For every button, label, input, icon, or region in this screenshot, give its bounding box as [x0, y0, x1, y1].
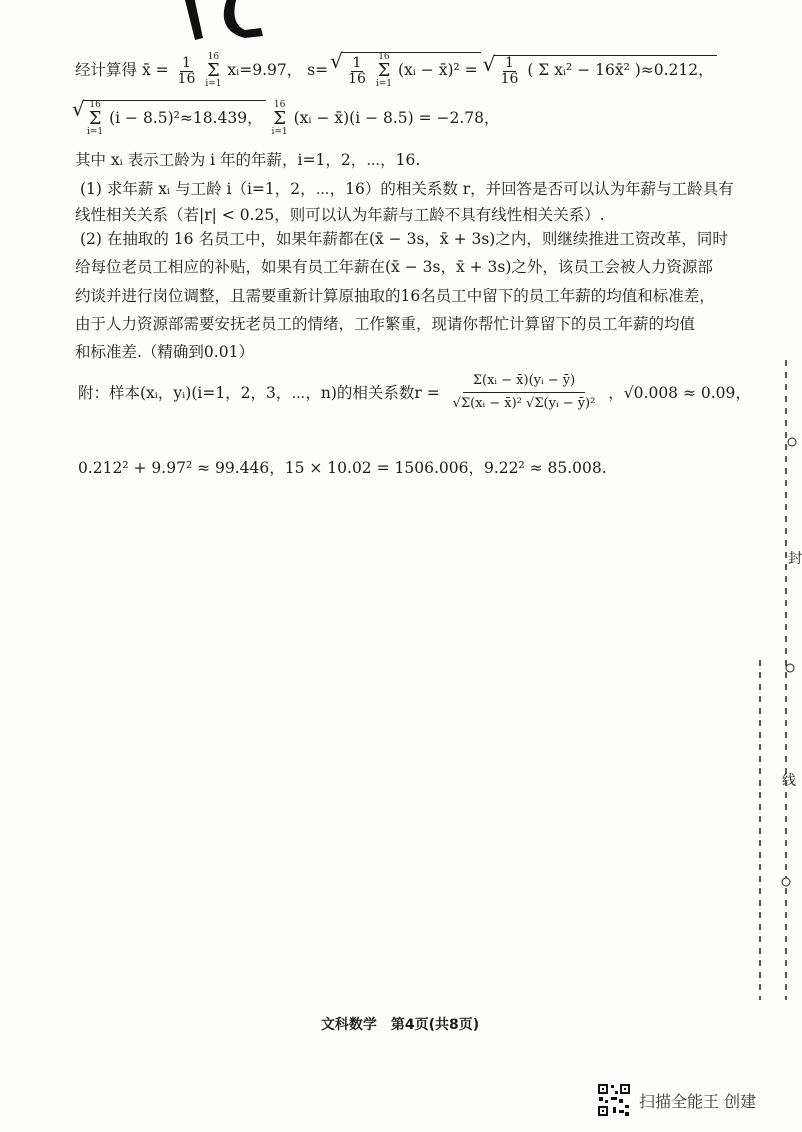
- sum-upper: √ 16: [89, 100, 101, 110]
- text-prefix: 经计算得: [75, 61, 138, 79]
- fraction-denominator: 16: [500, 70, 519, 87]
- binding-char-seal: 封: [788, 551, 802, 567]
- sum-upper: 16: [207, 52, 220, 62]
- formula-line-1: [75, 52, 717, 89]
- formula-line-2: [75, 100, 500, 137]
- mean-value: xᵢ=9.97，: [227, 61, 303, 79]
- binding-margin: [756, 360, 796, 1000]
- qr-code-icon: [597, 1083, 631, 1117]
- sqrt-expression-2: [494, 55, 717, 86]
- sum-lower: i=1: [375, 79, 393, 89]
- question-1-line-1: (1) 求年薪 xᵢ 与工龄 i（i=1，2，⋯，16）的相关系数 r，并回答是否可以认为年薪与工龄具有: [80, 180, 734, 198]
- question-2-line-4: 由于人力资源部需要安抚老员工的情绪，工作繁重，现请你帮忙计算留下的员工年薪的均值: [75, 315, 696, 333]
- sum-lower: i=1: [271, 127, 288, 137]
- sum-symbol: 16 Σ i=1: [375, 52, 393, 89]
- appendix-line: [78, 370, 751, 414]
- i-variance: (i − 8.5)²≈18.439，: [109, 109, 263, 127]
- fraction-denominator: 16: [348, 70, 366, 87]
- fraction: [346, 56, 368, 86]
- sum-upper: 16: [378, 52, 390, 62]
- question-2-line-1: (2) 在抽取的 16 名员工中，如果年薪都在(x̄ − 3s，x̄ + 3s)之内，则继续推进工资改革，同时: [80, 230, 728, 248]
- sum-symbol: 16 Σ i=1: [271, 100, 288, 137]
- binding-char-line: 线: [782, 773, 796, 789]
- correlation-numerator: Σ(xᵢ − x̄)(yᵢ − ȳ): [463, 370, 585, 393]
- fraction-denominator: 16: [177, 70, 196, 87]
- question-1-line-2: 线性相关关系（若|r| < 0.25，则可以认为年薪与工龄不具有线性相关关系）.: [75, 206, 605, 224]
- question-2-line-5: 和标准差.（精确到0.01）: [75, 343, 254, 361]
- fraction-numerator: 1: [182, 54, 191, 71]
- correlation-fraction: [447, 370, 602, 414]
- covariance: (xᵢ − x̄)(i − 8.5) = −2.78，: [293, 109, 500, 127]
- fraction: [176, 56, 198, 86]
- appendix-prefix: 附：样本(xᵢ，yᵢ)(i=1，2，3，⋯，n)的相关系数r =: [78, 384, 440, 403]
- text-line-3: 其中 xᵢ 表示工龄为 i 年的年薪，i=1，2，⋯，16.: [75, 151, 421, 169]
- variance-body-2: ( Σ xᵢ² − 16x̄² )≈0.212，: [527, 61, 714, 79]
- scanner-watermark: [597, 1083, 756, 1117]
- sum-symbol: 16 Σ i=1: [205, 52, 222, 89]
- question-2-line-2: 给每位老员工相应的补贴，如果有员工年薪在(x̄ − 3s，x̄ + 3s)之外，该员工会被人力资源部: [75, 258, 713, 276]
- sqrt-expression: [341, 52, 481, 89]
- page-footer: 文科数学 第4页(共8页): [320, 1017, 480, 1033]
- sqrt-expression: [83, 100, 266, 137]
- sum-upper: 16: [273, 100, 286, 110]
- fraction-numerator: √ 1: [352, 54, 362, 71]
- fraction-numerator: √ 1: [505, 54, 514, 71]
- sum-lower: i=1: [87, 127, 104, 137]
- s-label: s=: [307, 61, 329, 79]
- ink-mark: [175, 0, 265, 52]
- xbar-label: x̄ =: [141, 61, 169, 79]
- sum-symbol: √ 16 Σ i=1: [87, 100, 104, 137]
- variance-body: (xᵢ − x̄)² =: [397, 61, 478, 79]
- watermark-text: 扫描全能王 创建: [639, 1091, 757, 1111]
- correlation-denominator: √Σ(xᵢ − x̄)² √Σ(yᵢ − ȳ)²: [452, 395, 596, 411]
- appendix-values: 0.212² + 9.97² ≈ 99.446，15 × 10.02 = 1506.006，9.22² ≈ 85.008.: [78, 459, 607, 477]
- fraction: [499, 56, 521, 86]
- sum-lower: i=1: [205, 79, 222, 89]
- question-2-line-3: 约谈并进行岗位调整，且需要重新计算原抽取的16名员工中留下的员工年薪的均值和标准差，: [75, 287, 715, 305]
- appendix-suffix: ，√0.008 ≈ 0.09，: [608, 384, 751, 403]
